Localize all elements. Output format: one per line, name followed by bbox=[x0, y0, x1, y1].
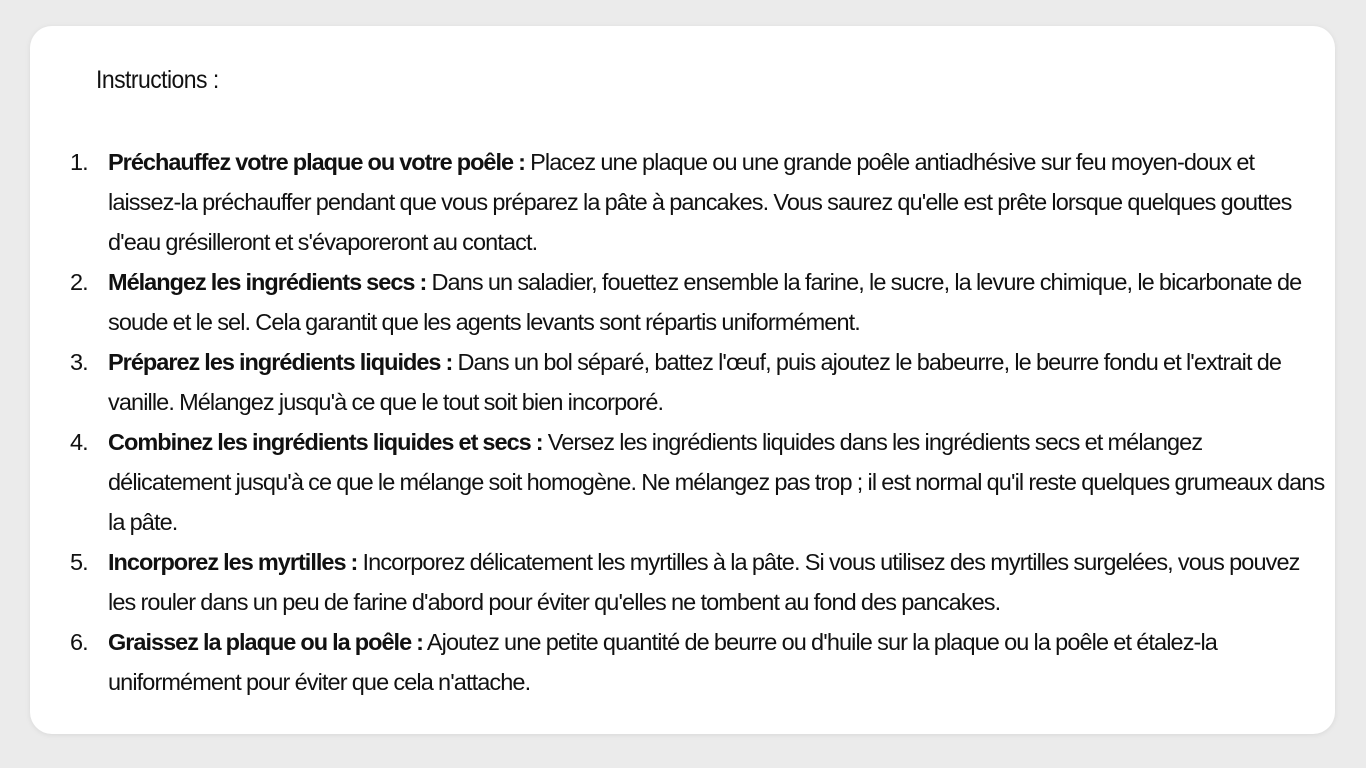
instructions-heading: Instructions : bbox=[96, 66, 219, 94]
step-title: Mélangez les ingrédients secs : bbox=[108, 269, 427, 295]
step-title: Préchauffez votre plaque ou votre poêle : bbox=[108, 149, 525, 175]
step-text: Placez une plaque ou une grande poêle antiadhésive sur feu moyen-doux et laissez-la préchauffer pendant que vous préparez la pâte à pancakes. Vous saurez qu'elle est prête lorsque quelques gouttes d'eau grésilleront et s'évaporeront au contact. bbox=[108, 149, 1292, 255]
step-item-5 bbox=[70, 542, 1325, 622]
step-title: Graissez la plaque ou la poêle : bbox=[108, 629, 423, 655]
step-number: 3. bbox=[70, 349, 88, 375]
step-number: 1. bbox=[70, 149, 88, 175]
step-item-4 bbox=[70, 422, 1325, 542]
step-item-3 bbox=[70, 342, 1325, 422]
step-item-1 bbox=[70, 142, 1325, 262]
step-title: Combinez les ingrédients liquides et secs : bbox=[108, 429, 543, 455]
step-title: Incorporez les myrtilles : bbox=[108, 549, 358, 575]
instructions-list bbox=[70, 142, 1325, 702]
step-number: 4. bbox=[70, 429, 88, 455]
step-text: Ajoutez une petite quantité de beurre ou d'huile sur la plaque ou la poêle et étalez-la uniformément pour éviter que cela n'attache. bbox=[108, 629, 1217, 695]
step-text: Incorporez délicatement les myrtilles à la pâte. Si vous utilisez des myrtilles surgelées, vous pouvez les rouler dans un peu de farine d'abord pour éviter qu'elles ne tombent au fond des pancakes. bbox=[108, 549, 1300, 615]
step-title: Préparez les ingrédients liquides : bbox=[108, 349, 453, 375]
step-item-6 bbox=[70, 622, 1325, 702]
instructions-card bbox=[30, 26, 1335, 734]
step-text: Dans un bol séparé, battez l'œuf, puis ajoutez le babeurre, le beurre fondu et l'extrait de vanille. Mélangez jusqu'à ce que le tout soit bien incorporé. bbox=[108, 349, 1282, 415]
step-item-2 bbox=[70, 262, 1325, 342]
step-number: 6. bbox=[70, 629, 88, 655]
step-number: 2. bbox=[70, 269, 88, 295]
step-number: 5. bbox=[70, 549, 88, 575]
step-text: Dans un saladier, fouettez ensemble la farine, le sucre, la levure chimique, le bicarbonate de soude et le sel. Cela garantit que les agents levants sont répartis uniformément. bbox=[108, 269, 1302, 335]
step-text: Versez les ingrédients liquides dans les ingrédients secs et mélangez délicatement jusqu'à ce que le mélange soit homogène. Ne mélangez pas trop ; il est normal qu'il reste quelques grumeaux dans la pâte. bbox=[108, 429, 1325, 535]
